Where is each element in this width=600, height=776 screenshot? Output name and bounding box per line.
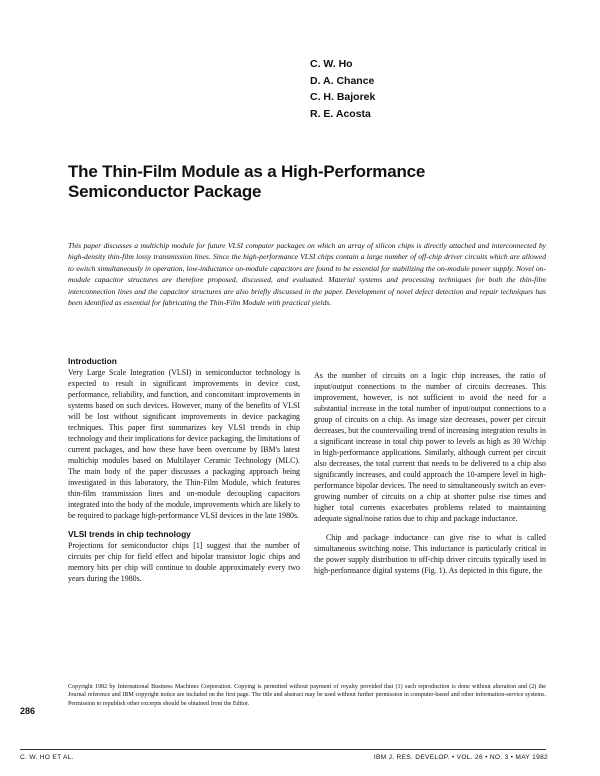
body-paragraph: As the number of circuits on a logic chip increases, the ratio of input/output connections to the number of circuits decreases. This improvement, however, is not sufficient to avoid the need for a substantial increase in the total number of input/output connections to a group of circuits on a chip. As image size decreases, power per circuit decreases, but the countervailing trend of increasing integration results in a significant increase in total chip power to levels as high as 30 W/chip in high-performance applications. Similarly, although current per circuit also decreases, the total current that needs to be delivered to a chip also significantly increases, and could approach the 10-ampere level in high-performance bipolar devices. The need to simultaneously switch an ever-growing number of circuits on a chip at shorter pulse rise times and higher total currents exacerbates problems related to maintaining adequate signal/noise ratios due to chip and package inductance.	[314, 371, 546, 523]
introduction-paragraph: Very Large Scale Integration (VLSI) in semiconductor technology is expected to result in significant improvements in device cost, performance, reliability, and function, and concomitant improvements in systems based on such devices. However, many of the benefits of VLSI will be lost without significant improvements in device packaging techniques. This paper first summarizes key VLSI trends in chip technology and their implications for device packaging, the limitations of current packages, and how these have been overcome by IBM's latest multichip modules based on Multilayer Ceramic Technology (MLC). The main body of the paper discusses a packaging approach being investigated in this laboratory, the Thin-Film Module, which features thin-film transmission lines and on-module decoupling capacitors integrated into the body of the module, improvements which are likely to be required to package high-performance VLSI devices in the late 1980s.	[68, 368, 300, 520]
left-column	[68, 356, 300, 584]
vlsi-trends-paragraph: Projections for semiconductor chips [1] suggest that the number of circuits per chip for field effect and bipolar transistor logic chips and memory bits per chip will continue to double approximately every two years during the 1980s.	[68, 541, 300, 583]
author-name: D. A. Chance	[310, 74, 375, 87]
right-column	[314, 370, 546, 576]
footer-divider	[20, 749, 546, 750]
author-name: C. W. Ho	[310, 58, 353, 70]
footer-authors: C. W. HO ET AL.	[20, 754, 74, 761]
author-name: C. H. Bajorek	[310, 91, 376, 103]
author-name: R. E. Acosta	[310, 107, 371, 120]
section-heading-introduction: Introduction	[68, 356, 117, 366]
copyright-notice: Copyright 1982 by International Business Machines Corporation. Copying is permitted without payment of royalty provided that (1) each reproduction is done without alteration and (2) the Journal reference and IBM copyright notice are included on the first page. The title and abstract may be used without further permission in computer-based and other information-service systems. Permission to republish other excerpts should be obtained from the Editor.	[68, 684, 546, 707]
footer-journal-reference: IBM J. RES. DEVELOP. • VOL. 26 • NO. 3 • MAY 1982	[373, 754, 548, 761]
abstract: This paper discusses a multichip module for future VLSI computer packages on which an array of silicon chips is directly attached and interconnected by high-density thin-film lossy transmission lines. Since the high-performance VLSI chips contain a large number of off-chip driver circuits which are allowed to switch simultaneously in operation, low-inductance on-module capacitors are found to be essential for stabilizing the on-module power supply. Novel on-module capacitor structures are therefore proposed, discussed, and evaluated. Material systems and processing techniques for both the thin-film interconnection lines and the capacitor structures are also briefly discussed in the paper. Development of novel defect detection and repair techniques has been identified as essential for fabricating the Thin-Film Module with practical yields.	[68, 241, 546, 308]
page-number: 286	[20, 706, 36, 716]
author-list	[310, 56, 375, 122]
body-paragraph: Chip and package inductance can give rise to what is called simultaneous switching noise. This inductance is particularly critical in the power supply distribution to off-chip driver circuits typically used in high-performance digital systems (Fig. 1). As depicted in this figure, the	[314, 533, 546, 575]
section-heading-vlsi-trends: VLSI trends in chip technology	[68, 529, 191, 539]
paper-title: The Thin-Film Module as a High-Performance Semiconductor Package	[68, 162, 426, 201]
